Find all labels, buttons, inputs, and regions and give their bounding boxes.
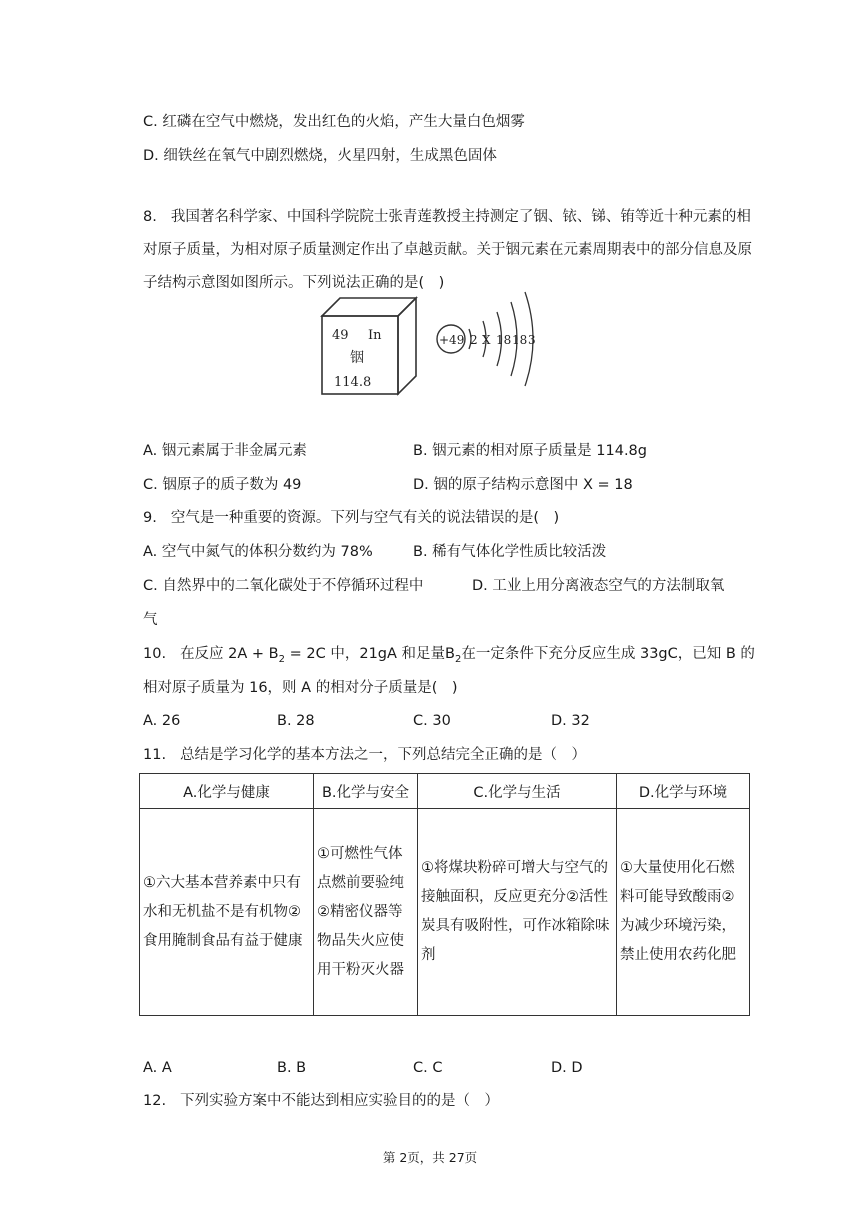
question-number: 11. <box>143 747 167 763</box>
q10-option-c: C. 30 <box>413 713 451 729</box>
element-name: 铟 <box>350 350 364 366</box>
q9-option-d: D. 工业上用分离液态空气的方法制取氧 <box>472 578 725 594</box>
table-header-row <box>140 774 750 809</box>
atomic-number: 49 <box>332 328 349 343</box>
table-cell: ①将煤块粉碎可增大与空气的接触面积，反应更充分②活性炭具有吸附性，可作冰箱除味剂 <box>418 809 617 1016</box>
subscript: 2 <box>278 653 286 665</box>
nucleus-charge: +49 <box>439 333 465 347</box>
table-cell: ①大量使用化石燃料可能导致酸雨②为减少环境污染，禁止使用农药化肥 <box>617 809 750 1016</box>
table-header-cell: A.化学与健康 <box>140 774 314 809</box>
q9-option-a: A. 空气中氮气的体积分数约为 78% <box>143 544 373 560</box>
q8-option-d: D. 铟的原子结构示意图中 X = 18 <box>413 477 633 493</box>
q11-option-d: D. D <box>551 1060 583 1076</box>
q9-option-b: B. 稀有气体化学性质比较活泼 <box>413 544 607 560</box>
question-9 <box>143 508 559 528</box>
q11-option-b: B. B <box>277 1060 307 1076</box>
shell-1: 2 <box>470 333 478 347</box>
question-text: 下列实验方案中不能达到相应实验目的的是（ ） <box>180 1093 500 1109</box>
shell-2: X <box>482 333 491 347</box>
table-row <box>140 809 750 1016</box>
question-11 <box>143 745 586 765</box>
shell-5: 3 <box>528 333 536 347</box>
q10-option-b: B. 28 <box>277 713 315 729</box>
page-footer: 第 2页，共 27页 <box>382 1150 478 1165</box>
question-10 <box>143 644 755 670</box>
table-header-cell: D.化学与环境 <box>617 774 750 809</box>
q10-option-a: A. 26 <box>143 713 181 729</box>
shell-4: 18 <box>512 333 528 347</box>
q9-option-d-continued: 气 <box>143 612 158 628</box>
table-header-cell: C.化学与生活 <box>418 774 617 809</box>
question-number: 10. <box>143 646 167 662</box>
indium-figure <box>318 276 548 400</box>
q11-option-c: C. C <box>413 1060 443 1076</box>
question-10-line-2: 相对原子质量为 16，则 A 的相对分子质量是( ) <box>143 680 458 696</box>
q10-option-d: D. 32 <box>551 713 590 729</box>
question-number: 8. <box>143 209 157 225</box>
question-number: 9. <box>143 510 157 526</box>
q8-option-b: B. 铟元素的相对原子质量是 114.8g <box>413 443 647 459</box>
question-12 <box>143 1091 499 1111</box>
q8-option-c: C. 铟原子的质子数为 49 <box>143 477 302 493</box>
q8-option-a: A. 铟元素属于非金属元素 <box>143 443 307 459</box>
question-text-part: 在一定条件下充分反应生成 33gC，已知 B 的 <box>461 646 755 662</box>
element-symbol: In <box>368 328 382 343</box>
subscript: 2 <box>454 653 462 665</box>
table-cell: ①六大基本营养素中只有水和无机盐不是有机物②食用腌制食品有益于健康 <box>140 809 314 1016</box>
question-text: 我国著名科学家、中国科学院院士张青莲教授主持测定了铟、铱、锑、铕等近十种元素的相对原子质量，为相对原子质量测定作出了卓越贡献。关于铟元素在元素周期表中的部分信息及原子结构示意图如图所示。下列说法正确的是( ) <box>143 209 752 291</box>
option-c-previous: C. 红磷在空气中燃烧，发出红色的火焰，产生大量白色烟雾 <box>143 114 525 130</box>
element-cell <box>322 298 416 394</box>
question-text: 空气是一种重要的资源。下列与空气有关的说法错误的是( ) <box>170 510 560 526</box>
table-cell: ①可燃性气体点燃前要验纯②精密仪器等物品失火应使用干粉灭火器 <box>314 809 418 1016</box>
atomic-mass: 114.8 <box>334 375 372 390</box>
option-d-previous: D. 细铁丝在氧气中剧烈燃烧，火星四射，生成黑色固体 <box>143 148 497 164</box>
table-header-cell: B.化学与安全 <box>314 774 418 809</box>
q9-option-c: C. 自然界中的二氧化碳处于不停循环过程中 <box>143 578 424 594</box>
question-number: 12. <box>143 1093 167 1109</box>
question-text-part: = 2C 中，21gA 和足量B <box>285 646 455 662</box>
question-text: 总结是学习化学的基本方法之一，下列总结完全正确的是（ ） <box>180 747 587 763</box>
summary-table <box>139 773 750 1016</box>
q11-option-a: A. A <box>143 1060 172 1076</box>
atom-structure <box>437 292 536 386</box>
shell-3: 18 <box>496 333 512 347</box>
question-text-part: 在反应 2A + B <box>180 646 279 662</box>
